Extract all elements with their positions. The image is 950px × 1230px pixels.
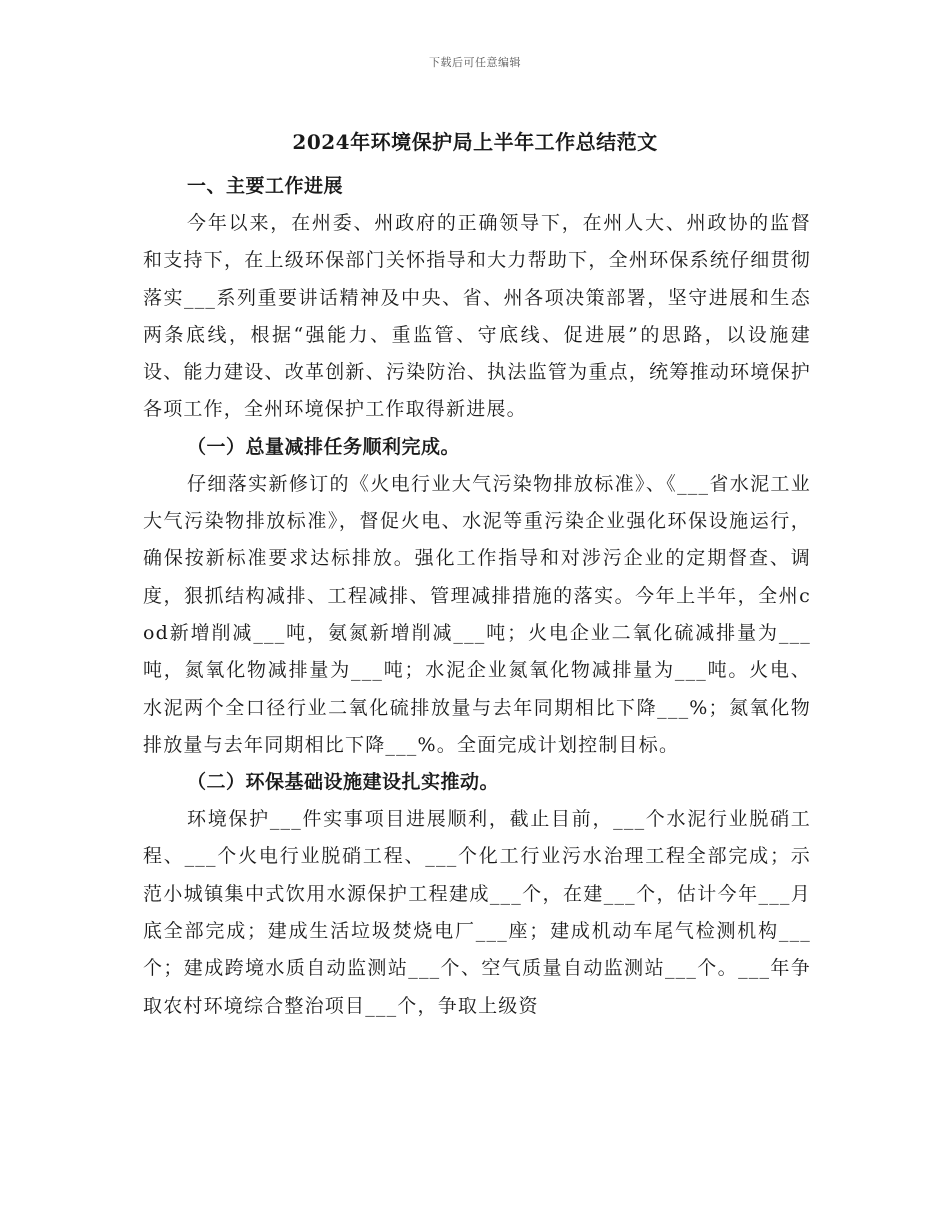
section-paragraph-emission-reduction: 仔细落实新修订的《火电行业大气污染物排放标准》、《___省水泥工业大气污染物排放标准》，督促火电、水泥等重污染企业强化环保设施运行，确保按新标准要求达标排放。强化工作指导和对涉污企业的定期督查、调度，狠抓结构减排、工程减排、管理减排措施的落实。今年上半年，全州cod新增削减___吨，氨氮新增削减___吨；火电企业二氧化硫减排量为___吨，氮氧化物减排量为___吨；水泥企业氮氧化物减排量为___吨。火电、水泥两个全口径行业二氧化硫排放量与去年同期相比下降___%；氮氧化物排放量与去年同期相比下降___%。全面完成计划控制目标。 <box>143 472 811 756</box>
section-paragraph-infrastructure: 环境保护___件实事项目进展顺利，截止目前，___个水泥行业脱硝工程、___个火电行业脱硝工程、___个化工行业污水治理工程全部完成；示范小城镇集中式饮用水源保护工程建成___个，在建___个，估计今年___月底全部完成；建成生活垃圾焚烧电厂___座；建成机动车尾气检测机构___个；建成跨境水质自动监测站___个、空气质量自动监测站___个。___年争取农村环境综合整治项目___个，争取上级资 <box>143 808 811 1017</box>
page-header-note: 下载后可任意编辑 <box>429 56 521 69</box>
section-heading-emission-reduction: （一）总量减排任务顺利完成。 <box>187 435 461 458</box>
section-paragraph-main-progress: 今年以来，在州委、州政府的正确领导下，在州人大、州政协的监督和支持下，在上级环保部门关怀指导和大力帮助下，全州环保系统仔细贯彻落实___系列重要讲话精神及中央、省、州各项决策部署，坚守进展和生态两条底线，根据“强能力、重监管、守底线、促进展”的思路，以设施建设、能力建设、改革创新、污染防治、执法监管为重点，统筹推动环境保护各项工作，全州环境保护工作取得新进展。 <box>143 212 811 421</box>
section-heading-main-progress: 一、主要工作进展 <box>187 175 344 197</box>
document-title: 2024年环境保护局上半年工作总结范文 <box>292 130 658 154</box>
document-body <box>143 168 811 1025</box>
section-heading-infrastructure: （二）环保基础设施建设扎实推动。 <box>187 771 500 794</box>
